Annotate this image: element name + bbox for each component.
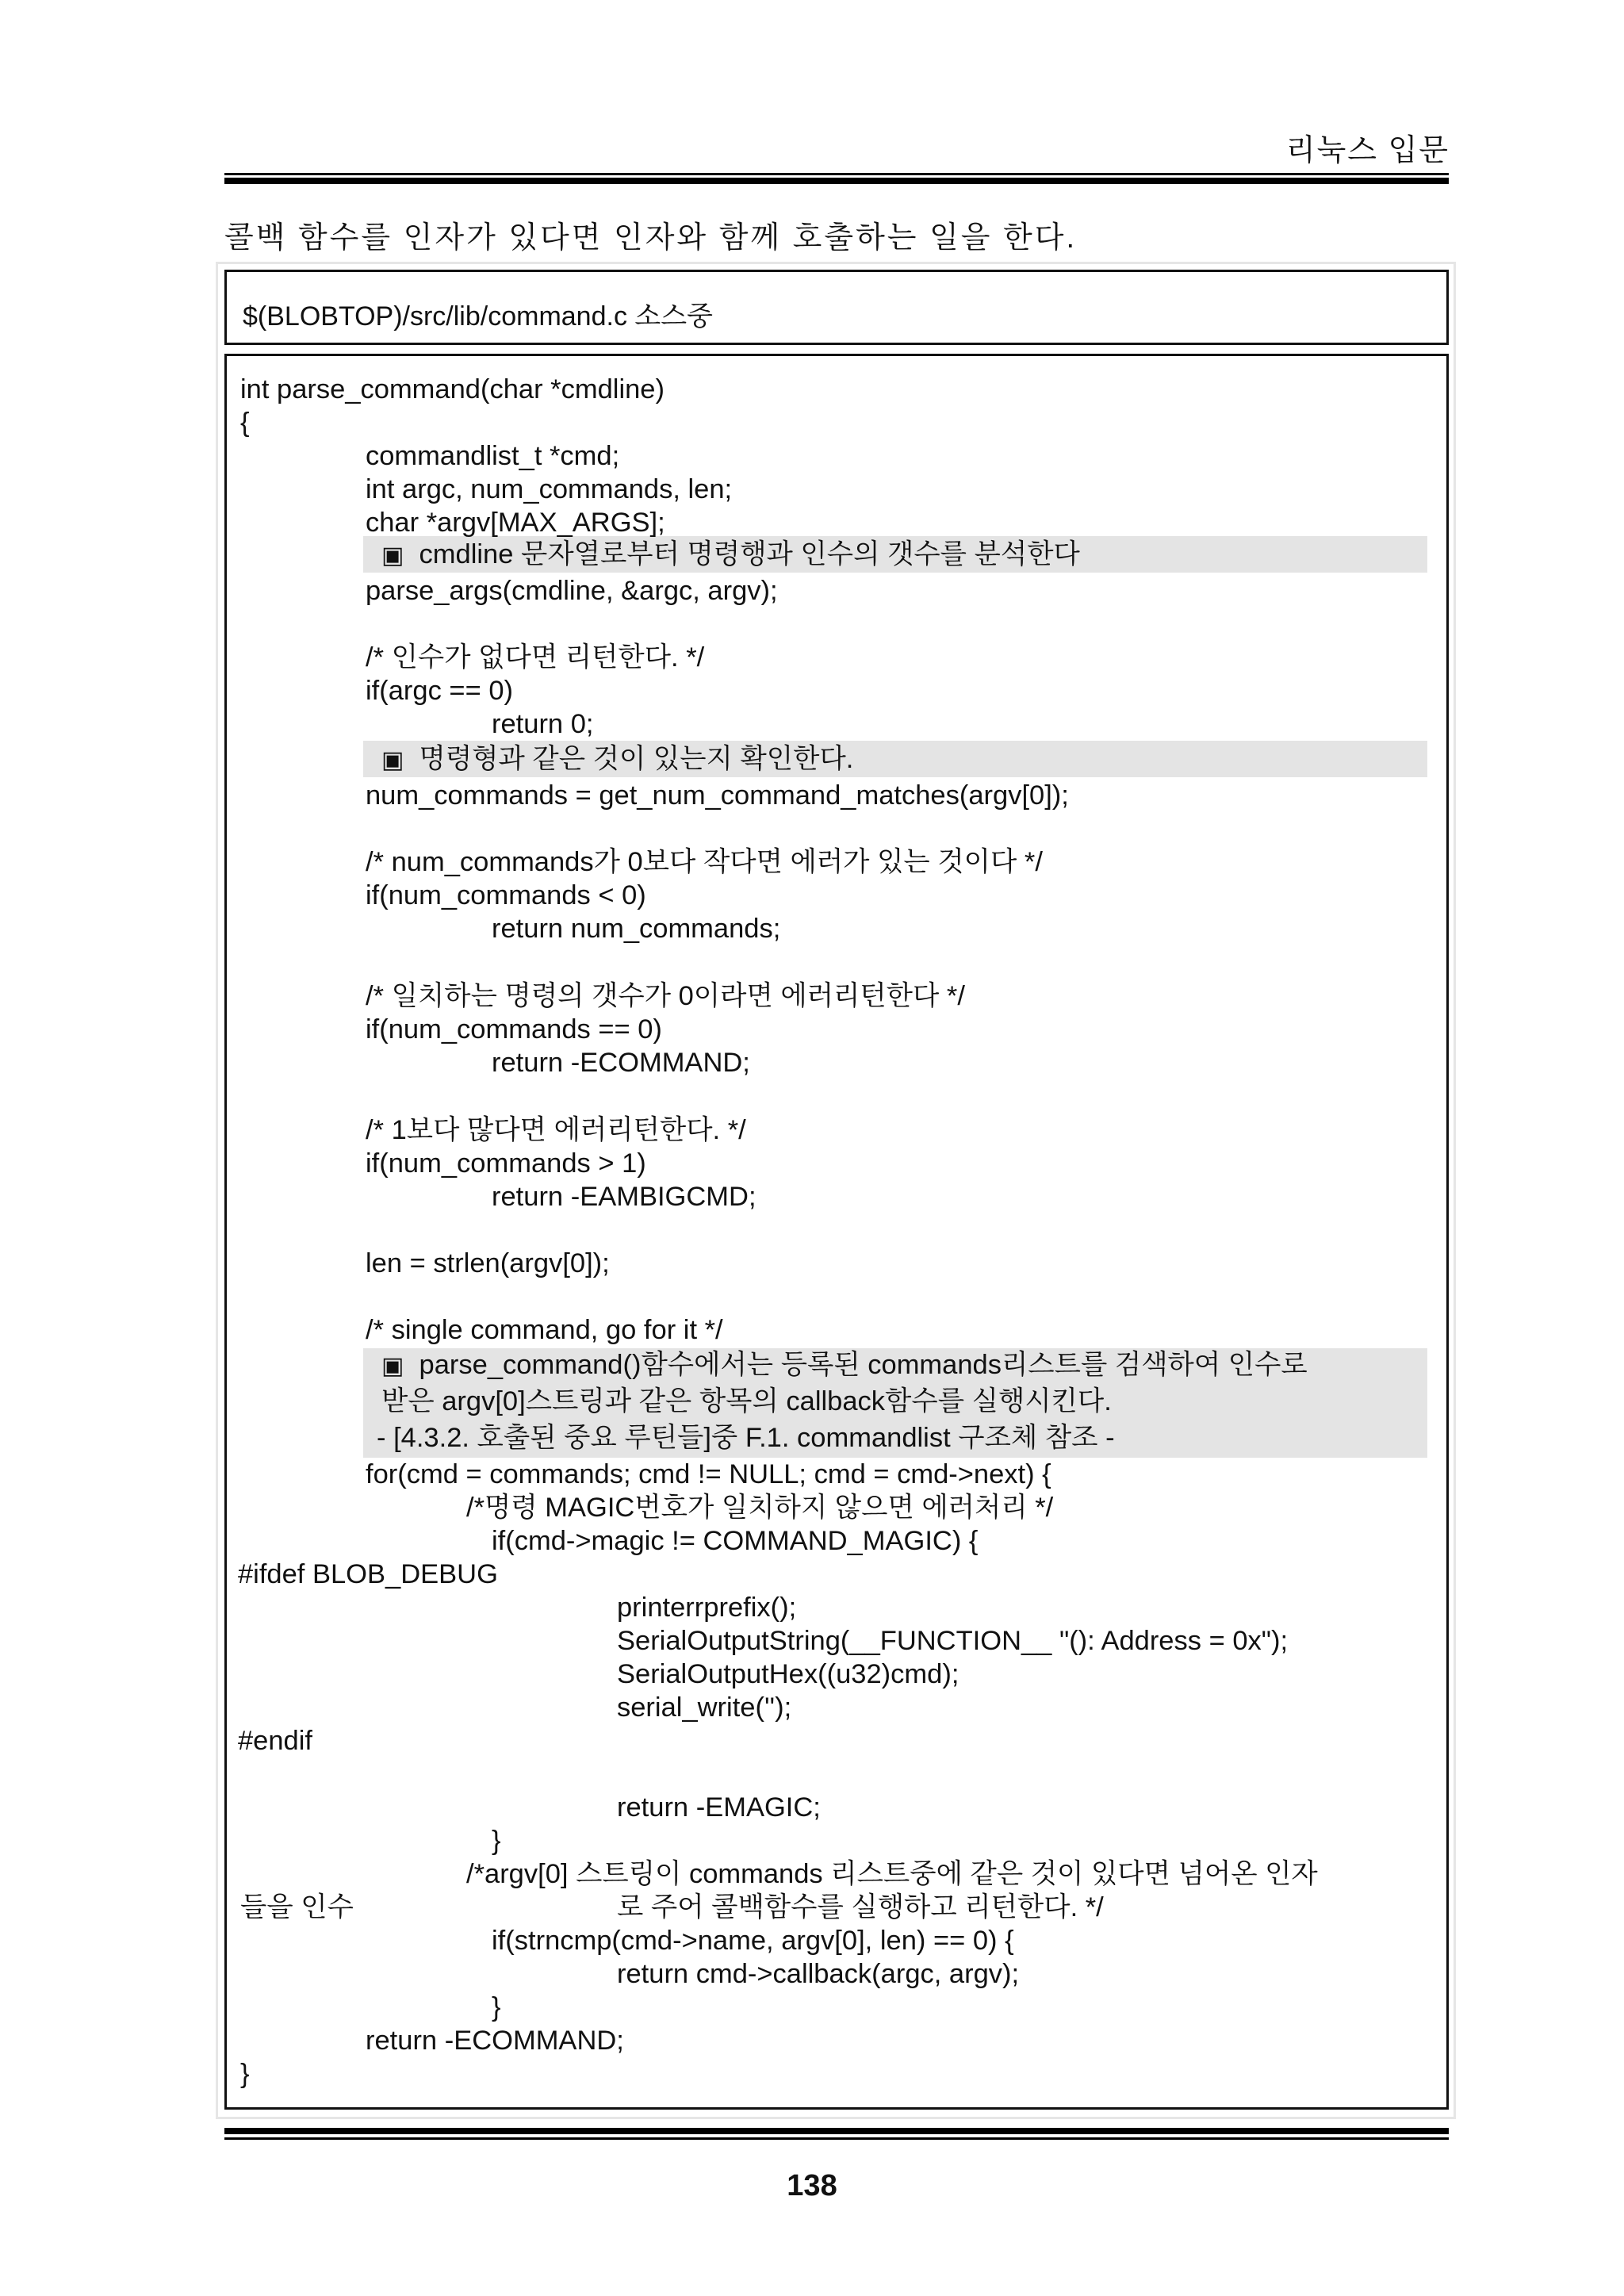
- code-comment: /* num_commands가 0보다 작다면 에러가 있는 것이다 */: [366, 847, 1043, 877]
- code-line: return num_commands;: [492, 914, 781, 944]
- note-text: 명령형과 같은 것이 있는지 확인한다.: [419, 744, 854, 774]
- code-line: }: [240, 2059, 250, 2089]
- note-line: [381, 1348, 1308, 1383]
- code-line: for(cmd = commands; cmd != NULL; cmd = cmd->next) {: [366, 1459, 1051, 1489]
- code-line: #endif: [238, 1726, 312, 1756]
- code-line: num_commands = get_num_command_matches(argv[0]);: [366, 780, 1069, 811]
- source-caption-box: [224, 270, 1449, 345]
- note-line: - [4.3.2. 호출된 중요 루틴들]중 F.1. commandlist 구조체 참조 -: [377, 1423, 1115, 1453]
- code-line: parse_args(cmdline, &argc, argv);: [366, 576, 778, 606]
- code-line: if(num_commands == 0): [366, 1014, 662, 1045]
- code-line: int parse_command(char *cmdline): [240, 374, 665, 404]
- source-caption: $(BLOBTOP)/src/lib/command.c 소스중: [243, 301, 713, 332]
- code-line: int argc, num_commands, len;: [366, 474, 733, 504]
- page-header-title: 리눅스 입문: [1285, 134, 1450, 167]
- code-line: if(cmd->magic != COMMAND_MAGIC) {: [492, 1526, 979, 1556]
- footer-rule-thick: [224, 2128, 1449, 2134]
- code-line: if(num_commands < 0): [366, 880, 646, 910]
- code-comment: 로 주어 콜백함수를 실행하고 리턴한다. */: [617, 1892, 1104, 1922]
- code-line: return cmd->callback(argc, argv);: [617, 1959, 1020, 1989]
- code-line: }: [492, 1826, 501, 1856]
- note-line: [381, 742, 853, 777]
- code-comment: /* single command, go for it */: [366, 1315, 723, 1345]
- note-marker-icon: ▣: [381, 1352, 404, 1380]
- note-line: [381, 538, 1080, 573]
- code-comment: /* 인수가 없다면 리턴한다. */: [366, 642, 705, 673]
- code-line: return -ECOMMAND;: [492, 1048, 750, 1078]
- code-line: SerialOutputHex((u32)cmd);: [617, 1659, 959, 1689]
- footer-rule-thin: [224, 2137, 1449, 2140]
- code-line: commandlist_t *cmd;: [366, 441, 620, 471]
- code-line: printerrprefix();: [617, 1593, 797, 1623]
- code-line: char *argv[MAX_ARGS];: [366, 508, 665, 538]
- code-line: return -EMAGIC;: [617, 1792, 821, 1823]
- page-number: 138: [787, 2169, 837, 2202]
- code-comment: 들을 인수: [240, 1892, 354, 1922]
- code-line: }: [492, 1992, 501, 2022]
- note-line: 받은 argv[0]스트링과 같은 항목의 callback함수를 실행시킨다.: [381, 1386, 1112, 1416]
- header-rule-thin: [224, 173, 1449, 175]
- note-text: cmdline 문자열로부터 명령행과 인수의 갯수를 분석한다: [419, 539, 1080, 569]
- code-line: len = strlen(argv[0]);: [366, 1248, 610, 1278]
- code-line: {: [240, 408, 250, 438]
- code-comment: /*argv[0] 스트링이 commands 리스트중에 같은 것이 있다면 넘어온 인자: [466, 1859, 1318, 1889]
- code-box: [224, 354, 1449, 2110]
- note-text: parse_command()함수에서는 등록된 commands리스트를 검색하여 인수로: [419, 1350, 1308, 1380]
- note-marker-icon: ▣: [381, 746, 404, 774]
- note-marker-icon: ▣: [381, 542, 404, 569]
- code-line: SerialOutputString(__FUNCTION__ "(): Address = 0x");: [617, 1626, 1289, 1656]
- code-line: serial_write('');: [617, 1692, 792, 1723]
- code-line: if(strncmp(cmd->name, argv[0], len) == 0) {: [492, 1926, 1014, 1956]
- code-comment: /*명령 MAGIC번호가 일치하지 않으면 에러처리 */: [466, 1493, 1054, 1523]
- intro-text: 콜백 함수를 인자가 있다면 인자와 함께 호출하는 일을 한다.: [224, 221, 1078, 255]
- code-line: return 0;: [492, 709, 594, 739]
- code-line: return -ECOMMAND;: [366, 2026, 624, 2056]
- code-line: return -EAMBIGCMD;: [492, 1182, 756, 1212]
- code-line: #ifdef BLOB_DEBUG: [238, 1559, 498, 1589]
- header-rule-thick: [224, 178, 1449, 184]
- code-comment: /* 1보다 많다면 에러리턴한다. */: [366, 1115, 746, 1145]
- code-line: if(argc == 0): [366, 676, 513, 706]
- code-line: if(num_commands > 1): [366, 1148, 646, 1179]
- code-comment: /* 일치하는 명령의 갯수가 0이라면 에러리턴한다 */: [366, 981, 965, 1011]
